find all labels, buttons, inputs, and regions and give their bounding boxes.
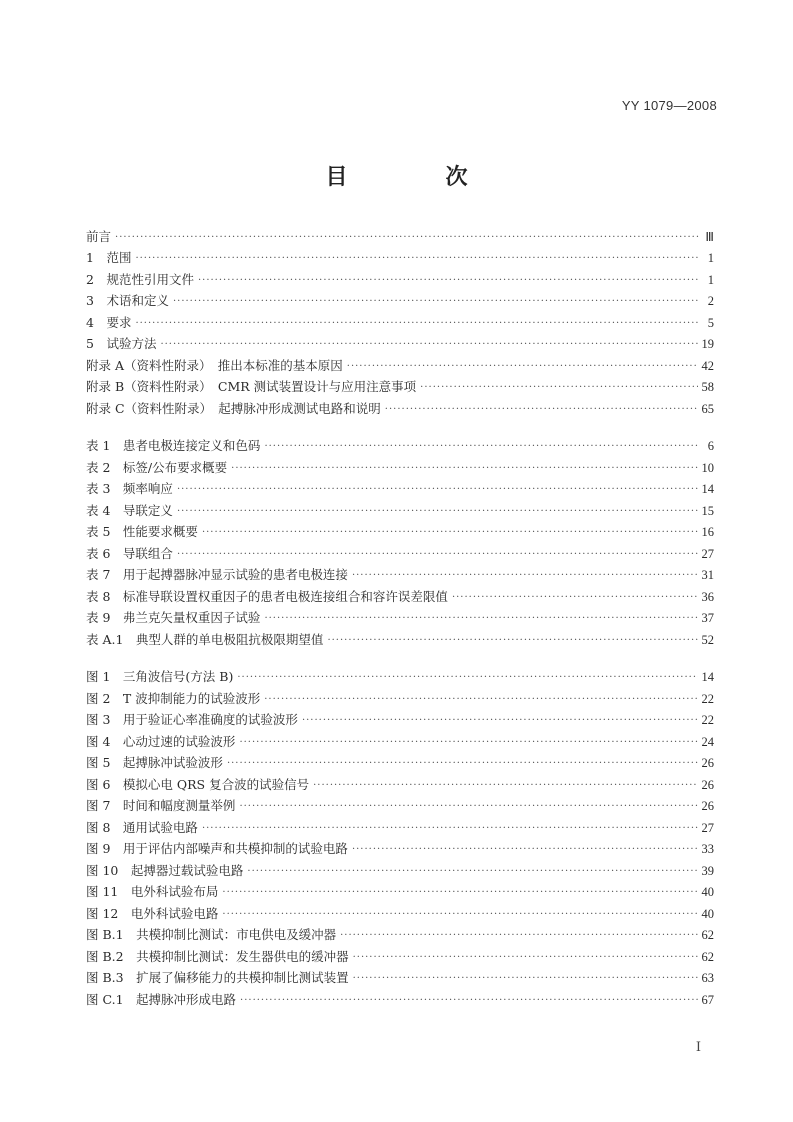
toc-entry[interactable] [86, 310, 714, 332]
toc-entry[interactable] [86, 606, 714, 628]
toc-entry[interactable] [86, 396, 714, 418]
dot-leader [347, 359, 698, 375]
toc-entry[interactable] [86, 987, 714, 1009]
toc-entry-label: 图 11 电外科试验布局 [86, 884, 219, 899]
toc-entry-label: 附录 B（资料性附录） CMR 测试装置设计与应用注意事项 [86, 379, 417, 394]
dot-leader [313, 778, 697, 794]
dot-leader [135, 316, 700, 332]
toc-entry-page: 14 [701, 482, 714, 496]
toc-entry-page: 16 [701, 525, 714, 539]
toc-entry-page: 6 [707, 439, 714, 453]
toc-entry-page: 15 [701, 503, 714, 518]
toc-entry[interactable] [86, 923, 714, 945]
toc-entry[interactable] [86, 498, 714, 520]
dot-leader [385, 402, 698, 418]
dot-leader [239, 799, 697, 815]
toc-entry[interactable] [86, 708, 714, 730]
toc-entry-label: 图 6 模拟心电 QRS 复合波的试验信号 [86, 776, 310, 792]
toc-entry-label: 表 9 弗兰克矢量权重因子试验 [86, 610, 261, 625]
toc-entry-page: 37 [701, 611, 714, 625]
dot-leader [231, 461, 697, 477]
table-of-contents [86, 224, 714, 1009]
toc-entry[interactable] [86, 772, 714, 794]
document-code: YY 1079—2008 [621, 98, 717, 113]
toc-entry-label: 图 8 通用试验电路 [86, 819, 198, 835]
toc-entry-label: 表 7 用于起搏器脉冲显示试验的患者电极连接 [86, 567, 348, 582]
toc-entry-label: 图 2 T 波抑制能力的试验波形 [86, 690, 261, 706]
toc-entry-page: 52 [701, 632, 714, 647]
dot-leader [173, 294, 700, 310]
dot-leader [222, 885, 697, 901]
toc-entry-page: 26 [701, 799, 714, 813]
dot-leader [264, 611, 697, 627]
toc-entry-label: 图 1 三角波信号(方法 B) [86, 669, 234, 684]
toc-entry[interactable] [86, 455, 714, 477]
dot-leader [264, 439, 700, 455]
dot-leader [177, 504, 698, 520]
toc-entry[interactable] [86, 858, 714, 880]
dot-leader [237, 670, 697, 686]
toc-entry-page: 42 [701, 358, 714, 373]
toc-entry-page: 62 [701, 949, 714, 964]
toc-entry-page: 26 [701, 756, 714, 770]
toc-entry-label: 图 4 心动过速的试验波形 [86, 733, 236, 749]
dot-leader [227, 756, 698, 772]
dot-leader [177, 547, 698, 563]
toc-entry-page: 31 [701, 568, 714, 582]
toc-entry[interactable] [86, 563, 714, 585]
toc-entry[interactable] [86, 267, 714, 289]
group-separator [86, 418, 714, 434]
toc-entry-page: 5 [707, 315, 714, 330]
toc-entry-label: 前言 [86, 228, 112, 244]
toc-entry-label: 表 4 导联定义 [86, 502, 173, 518]
toc-entry-page: 39 [701, 863, 714, 878]
toc-entry[interactable] [86, 837, 714, 859]
dot-leader [420, 380, 697, 396]
toc-entry-page: 27 [701, 546, 714, 561]
toc-entry-label: 图 12 电外科试验电路 [86, 905, 219, 921]
toc-entry-page: 22 [701, 713, 714, 727]
toc-entry-label: 表 A.1 典型人群的单电极阻抗极限期望值 [86, 631, 324, 647]
toc-entry-page: 36 [701, 589, 714, 604]
dot-leader [302, 713, 698, 729]
toc-entry[interactable] [86, 627, 714, 649]
dot-leader [202, 821, 698, 837]
toc-entry-page: 58 [701, 380, 714, 394]
toc-entry-label: 附录 A（资料性附录） 推出本标准的基本原因 [86, 357, 343, 373]
toc-entry-label: 表 2 标签/公布要求概要 [86, 459, 228, 475]
toc-entry-label: 3 术语和定义 [86, 293, 169, 308]
toc-entry-label: 图 B.3 扩展了偏移能力的共模抑制比测试装置 [86, 970, 349, 985]
toc-entry[interactable] [86, 375, 714, 397]
toc-entry[interactable] [86, 880, 714, 902]
toc-entry[interactable] [86, 541, 714, 563]
toc-entry[interactable] [86, 686, 714, 708]
toc-entry-page: 26 [701, 777, 714, 792]
toc-entry-label: 图 B.1 共模抑制比测试：市电供电及缓冲器 [86, 927, 337, 942]
toc-entry[interactable] [86, 729, 714, 751]
toc-entry[interactable] [86, 246, 714, 268]
toc-entry-page: Ⅲ [705, 229, 714, 244]
toc-entry-page: 14 [701, 670, 714, 684]
toc-entry-label: 图 C.1 起搏脉冲形成电路 [86, 991, 237, 1007]
dot-leader [247, 864, 697, 880]
toc-entry-label: 图 10 起搏器过载试验电路 [86, 862, 244, 878]
toc-entry[interactable] [86, 665, 714, 687]
dot-leader [352, 568, 698, 584]
toc-entry-page: 62 [701, 928, 714, 942]
dot-leader [327, 633, 697, 649]
toc-entry-label: 表 6 导联组合 [86, 545, 173, 561]
toc-entry-label: 图 3 用于验证心率准确度的试验波形 [86, 712, 298, 727]
toc-entry-page: 22 [701, 691, 714, 706]
toc-entry-label: 附录 C（资料性附录） 起搏脉冲形成测试电路和说明 [86, 400, 381, 416]
toc-entry[interactable] [86, 434, 714, 456]
toc-entry[interactable] [86, 794, 714, 816]
toc-entry-label: 表 1 患者电极连接定义和色码 [86, 438, 261, 453]
toc-entry-label: 2 规范性引用文件 [86, 271, 194, 287]
toc-entry[interactable] [86, 901, 714, 923]
toc-entry-label: 图 7 时间和幅度测量举例 [86, 798, 236, 813]
toc-entry-label: 表 3 频率响应 [86, 481, 173, 496]
toc-entry[interactable] [86, 584, 714, 606]
toc-entry-page: 10 [701, 460, 714, 475]
toc-entry-label: 1 范围 [86, 250, 132, 265]
dot-leader [340, 928, 697, 944]
toc-entry-label: 表 8 标准导联设置权重因子的患者电极连接组合和容许误差限值 [86, 588, 448, 604]
toc-entry[interactable] [86, 520, 714, 542]
toc-entry-page: 33 [701, 842, 714, 856]
toc-entry-page: 1 [707, 251, 714, 265]
toc-entry-page: 19 [701, 337, 714, 351]
dot-leader [135, 251, 700, 267]
dot-leader [239, 735, 697, 751]
dot-leader [115, 230, 700, 246]
toc-entry-label: 5 试验方法 [86, 336, 157, 351]
toc-entry[interactable] [86, 815, 714, 837]
toc-entry-label: 图 5 起搏脉冲试验波形 [86, 755, 223, 770]
toc-entry-page: 24 [701, 734, 714, 749]
dot-leader [198, 273, 700, 289]
dot-leader [177, 482, 698, 498]
toc-entry-page: 67 [701, 992, 714, 1007]
toc-entry-label: 图 9 用于评估内部噪声和共模抑制的试验电路 [86, 841, 348, 856]
toc-entry-page: 1 [707, 272, 714, 287]
dot-leader [352, 842, 698, 858]
dot-leader [160, 337, 697, 353]
toc-entry[interactable] [86, 944, 714, 966]
toc-entry-page: 27 [701, 820, 714, 835]
group-separator [86, 649, 714, 665]
toc-entry-page: 40 [701, 885, 714, 899]
page-title: 目 次 [325, 164, 506, 190]
dot-leader [264, 692, 697, 708]
toc-entry[interactable] [86, 751, 714, 773]
toc-entry[interactable] [86, 353, 714, 375]
toc-entry-label: 4 要求 [86, 314, 132, 330]
toc-entry-label: 表 5 性能要求概要 [86, 524, 198, 539]
toc-entry-page: 2 [707, 294, 714, 308]
toc-entry-label: 图 B.2 共模抑制比测试：发生器供电的缓冲器 [86, 948, 349, 964]
dot-leader [353, 971, 698, 987]
toc-entry-page: 40 [701, 906, 714, 921]
page-number: I [695, 1040, 701, 1055]
dot-leader [353, 950, 698, 966]
dot-leader [202, 525, 698, 541]
dot-leader [452, 590, 698, 606]
toc-entry-page: 65 [701, 401, 714, 416]
dot-leader [222, 907, 697, 923]
toc-entry[interactable] [86, 224, 714, 246]
toc-entry[interactable] [86, 966, 714, 988]
toc-entry-page: 63 [701, 971, 714, 985]
toc-entry[interactable] [86, 477, 714, 499]
toc-entry[interactable] [86, 332, 714, 354]
dot-leader [240, 993, 697, 1009]
toc-entry[interactable] [86, 289, 714, 311]
